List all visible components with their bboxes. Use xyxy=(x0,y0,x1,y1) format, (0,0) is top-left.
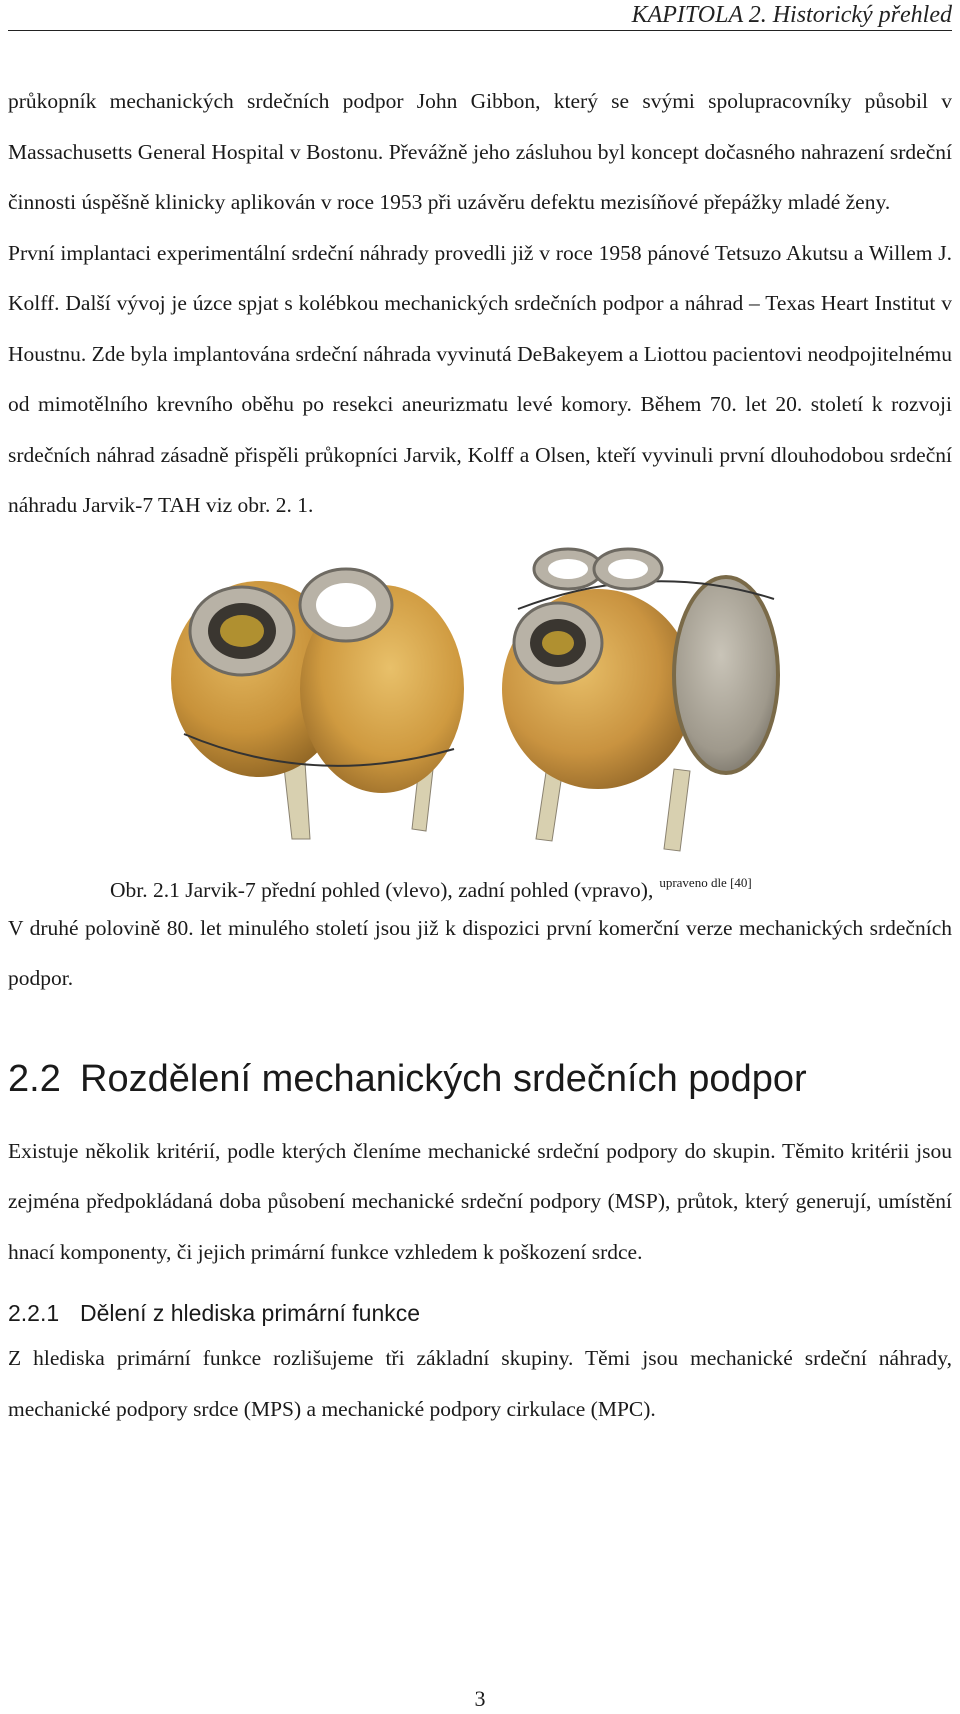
paragraph-commercial-versions: V druhé polovině 80. let minulého století jsou již k dispozici první komerční verze mechanických srdečních podpor. xyxy=(8,915,952,990)
subsection-number: 2.2.1 xyxy=(8,1300,60,1326)
section-number: 2.2 xyxy=(8,1057,61,1100)
header-title: KAPITOLA 2. Historický přehled xyxy=(631,2,952,28)
paragraph-gibbon: průkopník mechanických srdečních podpor John Gibbon, který se svými spolupracovníky působil v Massachusetts General Hospital v Bostonu. Převážně jeho zásluhou byl koncept dočasného nahrazení srdeční činnosti úspěšně klinicky aplikován v roce 1953 při uzávěru defektu mezisíňové přepážky mladé ženy. xyxy=(8,89,952,214)
page-content xyxy=(8,76,952,1434)
section-title: Rozdělení mechanických srdečních podpor xyxy=(80,1057,807,1100)
jarvik-front-photo xyxy=(164,539,466,857)
paragraph-criteria: Existuje několik kritérií, podle kterých členíme mechanické srdeční podpory do skupin. Těmito kritérii jsou zejména předpokládaná doba působení mechanické srdeční podpory (MSP), průtok, který generují, umístění hnací komponenty, či jejich primární funkce vzhledem k poškození srdce. xyxy=(8,1138,952,1264)
page-number: 3 xyxy=(474,1686,486,1711)
figure-caption-note: upraveno dle [40] xyxy=(659,874,752,890)
paragraph-first-implant: První implantaci experimentální srdeční náhrady provedli již v roce 1958 pánové Tetsuzo Akutsu a Willem J. Kolff. Další vývoj je úzce spjat s kolébkou mechanických srdečních podpor a náhrad – Texas Heart Institut v Houstnu. Zde byla implantována srdeční náhrada vyvinutá DeBakeyem a Liottou pacientovi neodpojitelnému od mimotělního krevního oběhu po resekci aneurizmatu levé komory. Během 70. let 20. století k rozvoji srdečních náhrad zásadně přispěli průkopníci Jarvik, Kolff a Olsen, kteří vyvinuli první dlouhodobou srdeční náhradu Jarvik-7 TAH viz obr. 2. 1. xyxy=(8,240,952,517)
running-header xyxy=(8,0,952,31)
jarvik-back-photo xyxy=(488,539,790,857)
section-heading xyxy=(8,1054,952,1104)
subsection-heading xyxy=(8,1295,952,1331)
figure-caption xyxy=(110,875,752,903)
figure-caption-text: Obr. 2.1 Jarvik-7 přední pohled (vlevo), zadní pohled (vpravo), xyxy=(110,877,654,902)
figure-jarvik-7 xyxy=(8,539,952,903)
paragraph-primary-function: Z hlediska primární funkce rozlišujeme tři základní skupiny. Těmi jsou mechanické srdeční náhrady, mechanické podpory srdce (MPS) a mechanické podpory cirkulace (MPC). xyxy=(8,1346,952,1421)
subsection-title: Dělení z hlediska primární funkce xyxy=(80,1300,421,1326)
